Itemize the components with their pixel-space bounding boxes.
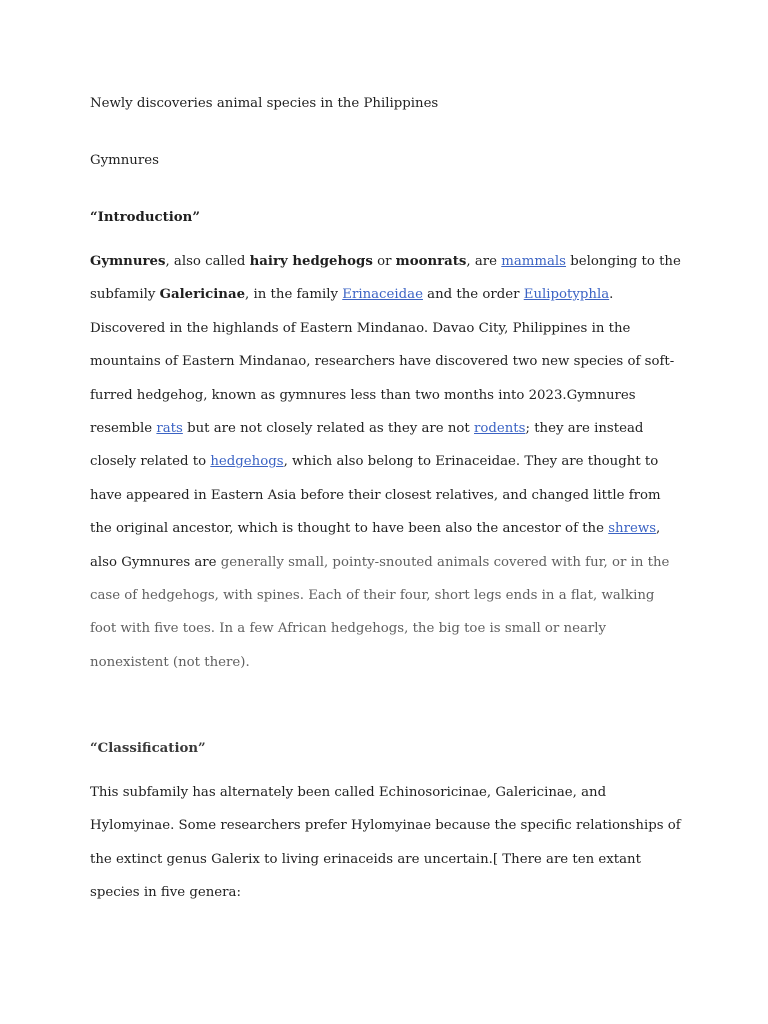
intro-text: closely related to [90, 454, 211, 470]
intro-text: or [372, 254, 396, 269]
subject-heading: Gymnures [90, 153, 159, 168]
intro-text: , in the family [245, 287, 343, 303]
intro-line-2 [90, 285, 681, 318]
introduction-heading: “Introduction” [90, 210, 200, 225]
intro-line-7 [90, 452, 681, 485]
intro-text: the original ancestor, which is thought to have been also the ancestor of the [90, 521, 609, 537]
term-hairy-hedgehogs: hairy hedgehogs [249, 254, 373, 269]
intro-line-12: foot with five toes. In a few African hedgehogs, the big toe is small or nearly [90, 621, 607, 637]
intro-text: subfamily [90, 287, 160, 303]
link-mammals[interactable]: mammals [501, 254, 567, 269]
classification-line-3: the extinct genus Galerix to living erinaceids are uncertain.[ There are ten extant [90, 851, 641, 867]
link-rodents[interactable]: rodents [474, 420, 526, 436]
document-title: Newly discoveries animal species in the Philippines [90, 96, 439, 111]
intro-text: also Gymnures are [90, 554, 221, 570]
classification-paragraph [90, 783, 681, 917]
intro-text: belonging to the [566, 254, 681, 269]
intro-line-3: Discovered in the highlands of Eastern Mindanao. Davao City, Philippines in the [90, 320, 631, 336]
intro-line-11: case of hedgehogs, with spines. Each of their four, short legs ends in a flat, walking [90, 587, 655, 603]
link-eulipotyphla[interactable]: Eulipotyphla [523, 287, 610, 303]
intro-text: , [656, 521, 661, 537]
intro-line-4: mountains of Eastern Mindanao, researchers have discovered two new species of soft- [90, 354, 675, 370]
intro-grey-text: generally small, pointy-snouted animals covered with fur, or in the [220, 554, 670, 570]
intro-text: but are not closely related as they are not [182, 420, 474, 436]
term-moonrats: moonrats [395, 254, 467, 269]
classification-line-2: Hylomyinae. Some researchers prefer Hylomyinae because the specific relationships of [90, 818, 681, 834]
link-hedgehogs[interactable]: hedgehogs [210, 454, 284, 470]
intro-text: ; they are instead [525, 420, 644, 436]
link-erinaceidae[interactable]: Erinaceidae [342, 287, 423, 303]
intro-line-10 [90, 553, 681, 586]
classification-line-1: This subfamily has alternately been called Echinosoricinae, Galericinae, and [90, 785, 607, 800]
intro-line-8: have appeared in Eastern Asia before their closest relatives, and changed little from [90, 487, 661, 503]
intro-line-5: furred hedgehog, known as gymnures less than two months into 2023.Gymnures [90, 387, 636, 403]
intro-text: . [609, 287, 614, 303]
link-rats[interactable]: rats [156, 420, 183, 436]
intro-text: , also called [165, 254, 250, 269]
intro-line-6 [90, 419, 681, 452]
intro-line-9 [90, 519, 681, 552]
intro-line-1 [90, 252, 681, 285]
term-gymnures: Gymnures [90, 254, 166, 269]
classification-heading: “Classification” [90, 741, 206, 756]
term-galericinae: Galericinae [159, 287, 246, 303]
intro-text: and the order [422, 287, 524, 303]
link-shrews[interactable]: shrews [608, 521, 657, 537]
intro-text: , which also belong to Erinaceidae. They are thought to [283, 454, 659, 470]
intro-text: , are [466, 254, 502, 269]
intro-line-13: nonexistent (not there). [90, 654, 250, 670]
intro-text: resemble [90, 420, 157, 436]
introduction-paragraph [90, 252, 681, 686]
classification-line-4: species in five genera: [90, 885, 241, 901]
